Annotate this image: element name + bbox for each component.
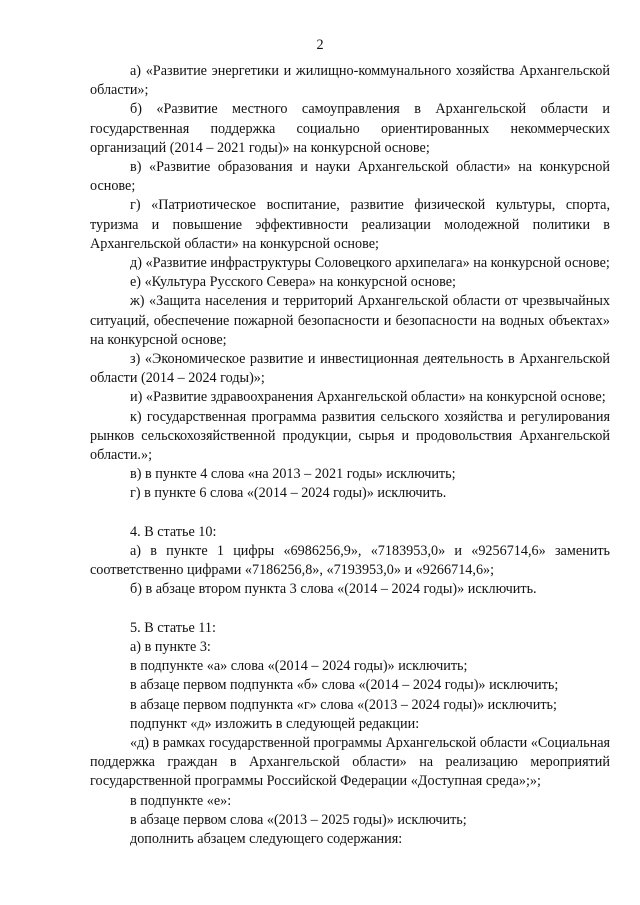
paragraph: а) в пункте 3:: [130, 639, 211, 656]
paragraph: подпункт «д» изложить в следующей редакции:: [130, 715, 420, 732]
paragraph: г) в пункте 6 слова «(2014 – 2024 годы)» исключить.: [130, 485, 447, 502]
paragraph: б) «Развитие местного самоуправления в Архангельской области и государственная поддержка социально ориентированных некоммерческих организаций (2014 – 2021 годы)» на конкурсной основе;: [90, 101, 610, 156]
paragraph: ж) «Защита населения и территорий Архангельской области от чрезвычайных ситуаций, обеспечение пожарной безопасности и безопасности на водных объектах» на конкурсной основе;: [90, 293, 610, 348]
paragraph: г) «Патриотическое воспитание, развитие физической культуры, спорта, туризма и повышение эффективности реализации молодежной политики в Архангельской области» на конкурсной основе;: [90, 197, 610, 252]
paragraph: дополнить абзацем следующего содержания:: [130, 831, 403, 848]
paragraph: и) «Развитие здравоохранения Архангельской области» на конкурсной основе;: [130, 389, 606, 406]
paragraph: в абзаце первом подпункта «г» слова «(2013 – 2024 годы)» исключить;: [130, 696, 557, 713]
paragraph: е) «Культура Русского Севера» на конкурсной основе;: [130, 274, 456, 291]
paragraph: в абзаце первом подпункта «б» слова «(2014 – 2024 годы)» исключить;: [130, 677, 559, 694]
paragraph: д) «Развитие инфраструктуры Соловецкого архипелага» на конкурсной основе;: [130, 255, 610, 272]
paragraph: в подпункте «е»:: [130, 792, 232, 809]
section-heading: 5. В статье 11:: [130, 619, 216, 636]
section-heading: 4. В статье 10:: [130, 523, 217, 540]
paragraph: «д) в рамках государственной программы Архангельской области «Социальная поддержка граждан в Архангельской области» на реализацию мероприятий государственной программы Российской Федерации «Доступная среда»;»;: [90, 735, 611, 790]
paragraph: в подпункте «а» слова «(2014 – 2024 годы)» исключить;: [130, 658, 468, 675]
paragraph: в абзаце первом слова «(2013 – 2025 годы)» исключить;: [130, 811, 467, 828]
document-body: [90, 62, 610, 849]
paragraph: з) «Экономическое развитие и инвестиционная деятельность в Архангельской области (2014 – 2024 годы)»;: [90, 351, 610, 387]
paragraph: а) «Развитие энергетики и жилищно-коммунального хозяйства Архангельской области»;: [90, 63, 610, 99]
paragraph: в) в пункте 4 слова «на 2013 – 2021 годы» исключить;: [130, 466, 456, 483]
page-number: 2: [316, 37, 324, 53]
paragraph: б) в абзаце втором пункта 3 слова «(2014 – 2024 годы)» исключить.: [130, 581, 537, 598]
paragraph: а) в пункте 1 цифры «6986256,9», «7183953,0» и «9256714,6» заменить соответственно цифрами «7186256,8», «7193953,0» и «9266714,6»;: [90, 543, 610, 579]
paragraph: в) «Развитие образования и науки Архангельской области» на конкурсной основе;: [90, 159, 610, 195]
paragraph: к) государственная программа развития сельского хозяйства и регулирования рынков сельскохозяйственной продукции, сырья и продовольствия Архангельской области.»;: [90, 408, 610, 464]
